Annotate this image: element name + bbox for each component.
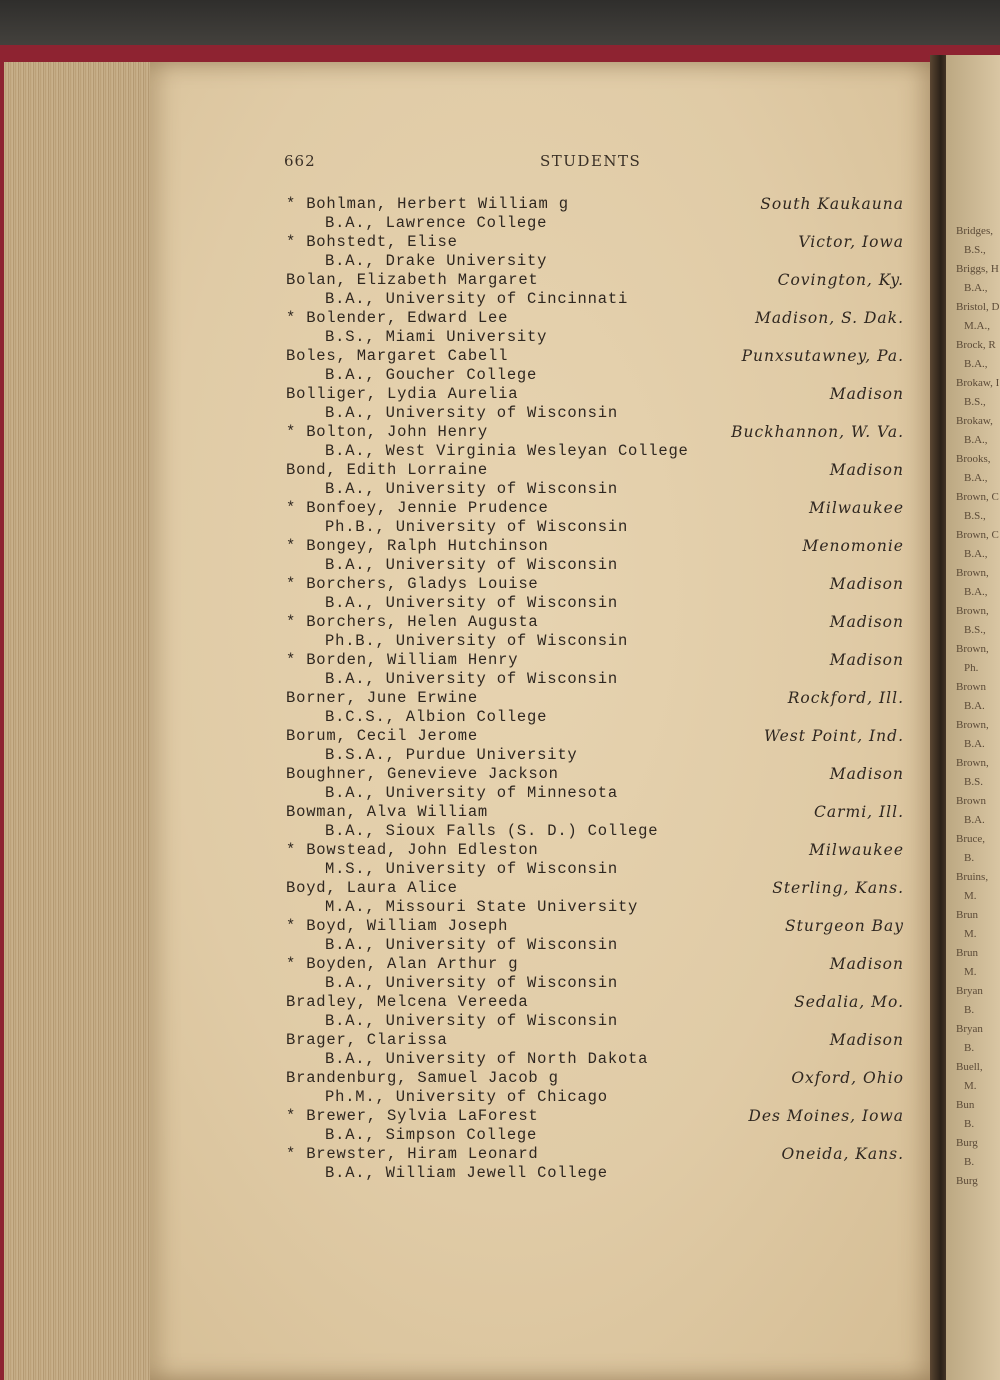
student-entry [286,385,926,423]
page-title: STUDENTS [540,152,642,170]
student-degree: B.A., University of Wisconsin [325,556,618,574]
student-name: * Bolender, Edward Lee [286,309,509,327]
student-entry [286,423,926,461]
facing-page-fragment: B.A., [964,282,988,294]
student-name: Bradley, Melcena Vereeda [286,993,529,1011]
student-entry [286,955,926,993]
facing-page-fragment: B. [964,852,975,864]
student-entry [286,1145,926,1183]
student-degree: Ph.B., University of Wisconsin [325,518,629,536]
student-name: Brandenburg, Samuel Jacob g [286,1069,559,1087]
student-hometown: Milwaukee [808,499,904,517]
facing-page-fragment: B.A. [964,700,985,712]
student-hometown: Punxsutawney, Pa. [741,347,904,365]
facing-page-fragment: Bruins, [956,871,989,883]
student-entry [286,651,926,689]
facing-page-fragment: B.A., [964,548,988,560]
student-hometown: Oxford, Ohio [791,1069,904,1087]
facing-page-fragment: Bridges, [956,225,993,237]
running-head [284,152,656,174]
student-degree: B.A., University of Wisconsin [325,974,618,992]
student-name: Borner, June Erwine [286,689,478,707]
facing-page-fragment: M.A., [964,320,990,332]
facing-page-fragment: B.S., [964,624,986,636]
student-entry [286,575,926,613]
facing-page-fragment: M. [964,966,977,978]
student-hometown: Sedalia, Mo. [794,993,904,1011]
student-degree: B.A., Lawrence College [325,214,548,232]
facing-page-fragment: B.S., [964,510,986,522]
student-degree: B.A., University of North Dakota [325,1050,649,1068]
student-degree: B.A., Simpson College [325,1126,538,1144]
facing-page-fragment: B. [964,1156,975,1168]
student-hometown: Sturgeon Bay [785,917,904,935]
student-degree: B.A., University of Minnesota [325,784,618,802]
facing-page-fragment: B.A. [964,814,985,826]
student-name: * Borchers, Gladys Louise [286,575,539,593]
facing-page-fragment: B.A. [964,738,985,750]
facing-page-fragment: Brown, C [956,491,999,503]
student-name: * Bowstead, John Edleston [286,841,539,859]
student-entry [286,613,926,651]
student-hometown: Madison, S. Dak. [754,309,904,327]
facing-page-fragment: Brokaw, [956,415,993,427]
student-degree: B.A., University of Wisconsin [325,404,618,422]
facing-page-fragment: M. [964,928,977,940]
student-entry [286,917,926,955]
facing-page-fragment: B. [964,1004,975,1016]
student-degree: B.A., West Virginia Wesleyan College [325,442,689,460]
facing-page-fragment: Burg [956,1175,978,1187]
facing-page-fragment: B.S., [964,396,986,408]
facing-page-fragment: Bryan [956,985,983,997]
student-entry [286,233,926,271]
student-hometown: Oneida, Kans. [781,1145,904,1163]
student-hometown: Madison [829,955,904,973]
student-degree: B.C.S., Albion College [325,708,548,726]
student-hometown: Covington, Ky. [777,271,904,289]
facing-page-fragment: B.S., [964,244,986,256]
student-name: * Bolton, John Henry [286,423,489,441]
student-hometown: South Kaukauna [760,195,904,213]
facing-page-fragment: B.A., [964,472,988,484]
facing-page-fragment: Brown [956,681,986,693]
student-name: * Brewer, Sylvia LaForest [286,1107,539,1125]
student-name: * Bohstedt, Elise [286,233,458,251]
student-degree: B.A., University of Wisconsin [325,594,618,612]
facing-page-fragment: Brown, [956,757,989,769]
student-degree: B.A., University of Wisconsin [325,480,618,498]
student-hometown: Sterling, Kans. [772,879,904,897]
student-name: Borum, Cecil Jerome [286,727,478,745]
facing-page-fragment: Brock, R [956,339,996,351]
student-name: Bowman, Alva William [286,803,489,821]
student-entry [286,841,926,879]
student-degree: B.S., Miami University [325,328,548,346]
student-entry [286,537,926,575]
page-edges [4,62,164,1380]
facing-page-fragment: B.S. [964,776,983,788]
facing-page-fragment: B.A., [964,434,988,446]
student-degree: B.A., University of Wisconsin [325,670,618,688]
student-name: * Borchers, Helen Augusta [286,613,539,631]
student-name: * Boyden, Alan Arthur g [286,955,519,973]
student-entry [286,499,926,537]
facing-page-fragment: Bristol, D [956,301,1000,313]
facing-page-fragment: Brooks, [956,453,991,465]
student-name: Bolan, Elizabeth Margaret [286,271,539,289]
student-degree: B.A., Goucher College [325,366,538,384]
student-hometown: Des Moines, Iowa [748,1107,904,1125]
facing-page-fragment: Brown, C [956,529,999,541]
student-name: Bond, Edith Lorraine [286,461,489,479]
student-name: * Bongey, Ralph Hutchinson [286,537,549,555]
facing-page-fragment: Ph. [964,662,979,674]
student-degree: Ph.B., University of Wisconsin [325,632,629,650]
student-hometown: Victor, Iowa [798,233,904,251]
facing-page-fragment: B. [964,1118,975,1130]
student-degree: M.S., University of Wisconsin [325,860,618,878]
student-hometown: Madison [829,613,904,631]
student-hometown: Madison [829,1031,904,1049]
facing-page-fragment: Brun [956,947,978,959]
facing-page-fragment: Brown, [956,567,989,579]
facing-page-fragment: B.A., [964,358,988,370]
student-name: * Bonfoey, Jennie Prudence [286,499,549,517]
student-degree: B.A., University of Wisconsin [325,936,618,954]
student-hometown: Buckhannon, W. Va. [731,423,904,441]
student-name: * Brewster, Hiram Leonard [286,1145,539,1163]
facing-page-fragment: Bruce, [956,833,986,845]
student-entry [286,993,926,1031]
student-degree: B.A., William Jewell College [325,1164,608,1182]
student-entry [286,347,926,385]
student-entry [286,879,926,917]
student-name: * Boyd, William Joseph [286,917,509,935]
student-name: Boles, Margaret Cabell [286,347,509,365]
student-hometown: Milwaukee [808,841,904,859]
student-degree: B.A., Sioux Falls (S. D.) College [325,822,659,840]
student-degree: Ph.M., University of Chicago [325,1088,608,1106]
student-entry [286,195,926,233]
student-degree: B.A., University of Cincinnati [325,290,629,308]
student-degree: M.A., Missouri State University [325,898,639,916]
student-hometown: Madison [829,765,904,783]
facing-page-fragment: Brown, [956,719,989,731]
student-hometown: Carmi, Ill. [814,803,904,821]
facing-page-fragment: M. [964,1080,977,1092]
facing-page-fragment: Buell, [956,1061,983,1073]
page-number: 662 [284,152,316,170]
student-entry [286,1031,926,1069]
student-entry [286,765,926,803]
student-name: Boughner, Genevieve Jackson [286,765,559,783]
facing-page-fragment: Bun [956,1099,975,1111]
facing-page-fragment: Brown, [956,605,989,617]
student-name: * Bohlman, Herbert William g [286,195,569,213]
facing-page-fragment: M. [964,890,977,902]
student-hometown: West Point, Ind. [763,727,904,745]
facing-page-fragment: Bryan [956,1023,983,1035]
facing-page-fragment: Brown [956,795,986,807]
facing-page-fragment: Brokaw, I [956,377,1000,389]
student-name: Brager, Clarissa [286,1031,448,1049]
student-hometown: Madison [829,575,904,593]
student-hometown: Rockford, Ill. [787,689,904,707]
student-entry [286,461,926,499]
student-name: Boyd, Laura Alice [286,879,458,897]
student-entry [286,1069,926,1107]
student-hometown: Madison [829,461,904,479]
student-entry [286,1107,926,1145]
student-name: * Borden, William Henry [286,651,519,669]
student-list [286,195,926,1183]
student-degree: B.A., Drake University [325,252,548,270]
facing-page-fragment: B.A., [964,586,988,598]
student-degree: B.A., University of Wisconsin [325,1012,618,1030]
student-hometown: Menomonie [802,537,904,555]
student-entry [286,271,926,309]
student-entry [286,803,926,841]
student-entry [286,727,926,765]
facing-page-fragment: Brun [956,909,978,921]
student-entry [286,309,926,347]
facing-page-fragment: Burg [956,1137,978,1149]
facing-page-fragment: B. [964,1042,975,1054]
student-name: Bolliger, Lydia Aurelia [286,385,519,403]
facing-page [946,55,1000,1380]
student-hometown: Madison [829,385,904,403]
student-hometown: Madison [829,651,904,669]
student-entry [286,689,926,727]
facing-page-fragment: Brown, [956,643,989,655]
student-degree: B.S.A., Purdue University [325,746,578,764]
facing-page-fragment: Briggs, H [956,263,999,275]
